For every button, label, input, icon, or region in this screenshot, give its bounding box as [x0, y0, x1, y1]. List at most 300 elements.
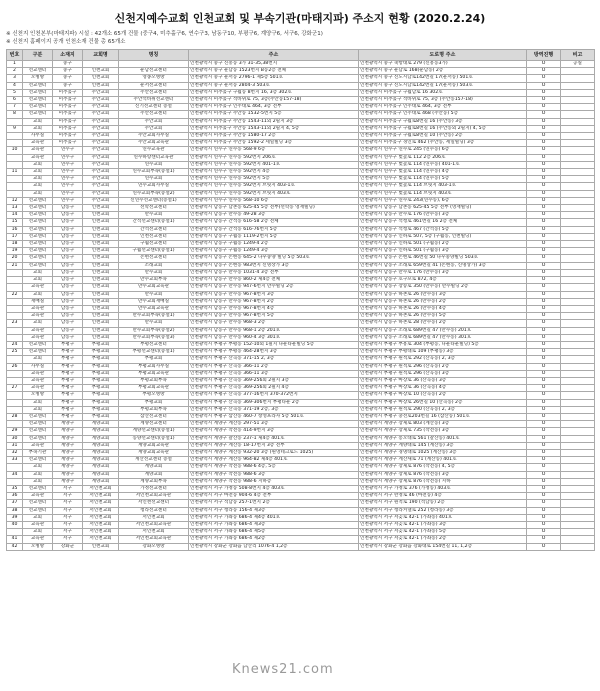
cell-remarks — [561, 183, 595, 190]
cell-remarks — [561, 291, 595, 298]
cell-disinfection: O — [527, 133, 561, 140]
cell-remarks — [561, 435, 595, 442]
table-row — [7, 140, 595, 147]
cell-address: 인천광역시 남동구 남촌동 625-45 5층 전부(선학동 영재빌딩) — [189, 205, 359, 212]
cell-remarks — [561, 514, 595, 521]
cell-disinfection: O — [527, 334, 561, 341]
cell-church: 계양교회 — [83, 457, 119, 464]
cell-church: 인천교회 — [83, 219, 119, 226]
table-row — [7, 320, 595, 327]
cell-number: 6 — [7, 97, 23, 104]
cell-district: 남동구 — [53, 334, 83, 341]
cell-type: 교회 — [23, 406, 53, 413]
col-header-road-address[interactable]: 도로명 주소 — [359, 50, 527, 61]
cell-name: 신연수선교센터(증설1) — [119, 197, 189, 204]
cell-address: 인천광역시 남동구 구월동 1249-4 3층 — [189, 248, 359, 255]
cell-remarks — [561, 349, 595, 356]
cell-type: 교회 — [23, 478, 53, 485]
table-row — [7, 269, 595, 276]
table-row — [7, 233, 595, 240]
cell-church: 인천교회 — [83, 68, 119, 75]
cell-name: 동양선교센터(증설1) — [119, 435, 189, 442]
table-row — [7, 61, 595, 68]
table-row — [7, 493, 595, 500]
cell-district: 남동구 — [53, 313, 83, 320]
cell-name: 논현선교센터 — [119, 255, 189, 262]
cell-road-address: 인천광역시 남동구 인하로 501 (구월동) 3층 — [359, 248, 527, 255]
cell-remarks — [561, 529, 595, 536]
cell-remarks — [561, 464, 595, 471]
cell-road-address: 인천광역시 서구 서곶로 42-1 (가좌동) 5층 — [359, 529, 527, 536]
cell-number: 22 — [7, 291, 23, 298]
cell-remarks — [561, 125, 595, 132]
cell-district: 연수구 — [53, 197, 83, 204]
cell-road-address: 인천광역시 부평구 원적로 292 (산곡동) 2, 3층 — [359, 356, 527, 363]
cell-district: 중구 — [53, 61, 83, 68]
cell-address: 인천광역시 서구 마전동 904-6 4층 전부 — [189, 493, 359, 500]
cell-disinfection: O — [527, 219, 561, 226]
cell-disinfection: O — [527, 313, 561, 320]
cell-number: 18 — [7, 241, 23, 248]
cell-church: 부평교회 — [83, 370, 119, 377]
cell-remarks — [561, 147, 595, 154]
cell-road-address: 인천광역시 부평구 원적로 290 (산곡동) 2, 3층 — [359, 406, 527, 413]
cell-number — [7, 464, 23, 471]
cell-type: 교회 — [23, 320, 53, 327]
cell-type: 교육관 — [23, 327, 53, 334]
table-row — [7, 104, 595, 111]
cell-disinfection: O — [527, 356, 561, 363]
cell-address: 인천광역시 남동구 만수동 860-2 제4층 전체 — [189, 277, 359, 284]
cell-remarks — [561, 493, 595, 500]
cell-district: 계양구 — [53, 471, 83, 478]
cell-address: 인천광역시 부평구 산곡동 369-306번지 부평타운 2층 — [189, 399, 359, 406]
cell-district: 서구 — [53, 514, 83, 521]
col-header-address[interactable]: 주소 — [189, 50, 359, 61]
cell-church: 인천교회 — [83, 212, 119, 219]
cell-road-address: 인천광역시 남동구 소래로 659번길 41 (논현동, 신명상가) 3층 — [359, 262, 527, 269]
cell-church: 인천교회 — [83, 205, 119, 212]
cell-road-address: 인천광역시 남동구 만수로 176 (만수동) 3층 — [359, 212, 527, 219]
cell-number — [7, 277, 23, 284]
cell-road-address: 인천광역시 남동구 석청로 467 (간석동) 5층 — [359, 226, 527, 233]
cell-type: 부속기관 — [23, 449, 53, 456]
cell-type: 선교센터 — [23, 233, 53, 240]
cell-remarks — [561, 449, 595, 456]
cell-address: 인천광역시 부평구 부평동 464-28번지 3층 — [189, 349, 359, 356]
cell-name: 운남선교센터 — [119, 68, 189, 75]
cell-name: 서인천교회교육관 — [119, 536, 189, 543]
cell-district: 계양구 — [53, 428, 83, 435]
cell-district: 남동구 — [53, 284, 83, 291]
cell-church: 주안교회 — [83, 89, 119, 96]
cell-number: 7 — [7, 104, 23, 111]
cell-road-address: 인천광역시 미추홀구 구월로8번길 16 (주안동외 2필지) 4, 5층 — [359, 125, 527, 132]
cell-number: 23 — [7, 320, 23, 327]
cell-road-address: 인천광역시 연수구 벚꽃로 114 (연수동) 5층 — [359, 176, 527, 183]
cell-type: 오병방 — [23, 543, 53, 550]
cell-name: 구월선교센터 — [119, 241, 189, 248]
cell-district: 남동구 — [53, 248, 83, 255]
cell-address: 인천광역시 부평구 산곡동 369-256외 2필지 4층 — [189, 385, 359, 392]
cell-road-address: 인천광역시 남동구 장승로 350 (만수동) 만수빌딩 2층 — [359, 284, 527, 291]
cell-number — [7, 161, 23, 168]
cell-church: 부평교회 — [83, 341, 119, 348]
table-row — [7, 356, 595, 363]
cell-disinfection: O — [527, 428, 561, 435]
cell-number — [7, 190, 23, 197]
cell-disinfection: O — [527, 97, 561, 104]
cell-name: 만수교회부속 — [119, 277, 189, 284]
cell-type: 교회 — [23, 169, 53, 176]
cell-address: 인천광역시 연수구 연수동 592번지 브릿지 403호 — [189, 190, 359, 197]
cell-name: 가정선교센터 — [119, 485, 189, 492]
cell-remarks — [561, 75, 595, 82]
cell-number — [7, 298, 23, 305]
cell-address: 인천광역시 연수구 연수동 592번지 206호 — [189, 154, 359, 161]
cell-address: 인천광역시 계양구 계산동 964-82 제4층 401호 — [189, 457, 359, 464]
cell-district: 남동구 — [53, 277, 83, 284]
cell-remarks — [561, 118, 595, 125]
cell-church: 인천교회 — [83, 334, 119, 341]
cell-type: 교육관 — [23, 370, 53, 377]
cell-number: 38 — [7, 507, 23, 514]
cell-address: 인천광역시 남동구 만수동 49-28 3층 — [189, 212, 359, 219]
cell-type: 교육관 — [23, 377, 53, 384]
cell-disinfection: O — [527, 370, 561, 377]
cell-name: 청라선교센터 — [119, 507, 189, 514]
col-header-church[interactable]: 교회명 — [83, 50, 119, 61]
cell-name: 연수교육관 — [119, 147, 189, 154]
cell-type: 교육관 — [23, 147, 53, 154]
cell-church: 부평교회 — [83, 377, 119, 384]
cell-number — [7, 305, 23, 312]
cell-type: 교회 — [23, 471, 53, 478]
table-row — [7, 111, 595, 118]
cell-road-address: 인천광역시 서구 서곶로 42-1 (가좌동) 2층 — [359, 536, 527, 543]
cell-name: 부평교회교육관 — [119, 370, 189, 377]
cell-road-address: 인천광역시 연수구 연수로 245 (연수동) 6층 — [359, 147, 527, 154]
cell-number: 19 — [7, 248, 23, 255]
table-row — [7, 377, 595, 384]
cell-church: 인천교회 — [83, 255, 119, 262]
cell-address: 인천광역시 연수구 연수동 592번지 브릿지 403-1호 — [189, 183, 359, 190]
cell-district: 남동구 — [53, 255, 83, 262]
cell-address: 인천광역시 부평구 산곡동 371-15 2, 3층 — [189, 356, 359, 363]
cell-district: 계양구 — [53, 421, 83, 428]
cell-remarks — [561, 284, 595, 291]
table-row — [7, 226, 595, 233]
cell-road-address: 인천광역시 부평구 마장로 36 (산곡동) 4층 — [359, 385, 527, 392]
cell-number: 35 — [7, 485, 23, 492]
cell-church: 인천교회 — [83, 277, 119, 284]
cell-number: 28 — [7, 413, 23, 420]
cell-disinfection: O — [527, 154, 561, 161]
cell-name: 부평교회교육관 — [119, 385, 189, 392]
cell-district: 서구 — [53, 507, 83, 514]
cell-church: 인천교회 — [83, 262, 119, 269]
cell-disinfection: O — [527, 485, 561, 492]
cell-number: 24 — [7, 341, 23, 348]
cell-district: 부평구 — [53, 349, 83, 356]
cell-type: 사무실 — [23, 363, 53, 370]
cell-name: 신기선교센터 증설 — [119, 104, 189, 111]
cell-disinfection: O — [527, 269, 561, 276]
table-row — [7, 327, 595, 334]
cell-disinfection: O — [527, 442, 561, 449]
cell-remarks — [561, 233, 595, 240]
table-row — [7, 176, 595, 183]
cell-name: 계양교회 — [119, 464, 189, 471]
cell-church: 서인천교회 — [83, 536, 119, 543]
table-row — [7, 161, 595, 168]
col-header-disinfection[interactable]: 방역진행 — [527, 50, 561, 61]
cell-disinfection: O — [527, 190, 561, 197]
cell-remarks — [561, 485, 595, 492]
cell-disinfection: O — [527, 406, 561, 413]
cell-address: 인천광역시 서구 석남동 257-1번지 2층 — [189, 500, 359, 507]
cell-church: 주안교회 — [83, 111, 119, 118]
cell-type: 교회 — [23, 277, 53, 284]
cell-church: 계양교회 — [83, 428, 119, 435]
cell-disinfection: O — [527, 226, 561, 233]
cell-church: 인천교회 — [83, 248, 119, 255]
table-row — [7, 406, 595, 413]
cell-type: 교육관 — [23, 284, 53, 291]
cell-road-address: 인천광역시 부평구 원적로 296 (산곡동) 2층 — [359, 363, 527, 370]
cell-name — [119, 61, 189, 68]
cell-disinfection: O — [527, 140, 561, 147]
cell-district: 연수구 — [53, 190, 83, 197]
col-header-remarks[interactable]: 비고 — [561, 50, 595, 61]
cell-address: 인천광역시 미추홀구 석바위로 75, 3층(주안동157-18) — [189, 97, 359, 104]
cell-church: 인천교회 — [83, 320, 119, 327]
cell-disinfection: O — [527, 385, 561, 392]
cell-road-address: 인천광역시 중구 축항대로 279 (신흥동3가) — [359, 61, 527, 68]
cell-district: 남동구 — [53, 241, 83, 248]
cell-disinfection: O — [527, 377, 561, 384]
cell-address: 인천광역시 남동구 만수동 1031-4 3층 전부 — [189, 269, 359, 276]
cell-disinfection: O — [527, 233, 561, 240]
cell-type: 교육관 — [23, 442, 53, 449]
cell-number: 39 — [7, 514, 23, 521]
cell-type: 선교센터 — [23, 104, 53, 111]
cell-disinfection: O — [527, 536, 561, 543]
cell-disinfection: O — [527, 493, 561, 500]
cell-road-address: 인천광역시 계양구 장제로 735 (작전동) 3층 — [359, 428, 527, 435]
cell-district: 계양구 — [53, 478, 83, 485]
cell-district: 미추홀구 — [53, 118, 83, 125]
cell-name: 주안석바위선교센터 — [119, 97, 189, 104]
cell-remarks — [561, 68, 595, 75]
cell-church: 부평교회 — [83, 399, 119, 406]
table-row — [7, 255, 595, 262]
table-row — [7, 82, 595, 89]
cell-type: 사무실 — [23, 133, 53, 140]
cell-district: 연수구 — [53, 147, 83, 154]
cell-remarks — [561, 97, 595, 104]
table-row — [7, 500, 595, 507]
cell-district: 연수구 — [53, 176, 83, 183]
cell-number: 25 — [7, 349, 23, 356]
cell-district: 남동구 — [53, 205, 83, 212]
cell-type: 선교센터 — [23, 413, 53, 420]
cell-road-address: 인천광역시 중구 운남로 168(운남동) 2층 — [359, 68, 527, 75]
cell-address: 인천광역시 남동구 만수동 967-8번지 5층 — [189, 313, 359, 320]
cell-district: 부평구 — [53, 377, 83, 384]
cell-type: 교육관 — [23, 522, 53, 529]
cell-road-address: 인천광역시 서구 완정로 46 (마전동) 4층 — [359, 493, 527, 500]
cell-road-address: 인천광역시 남동구 석청로 461번길 16 2층 전체 — [359, 219, 527, 226]
cell-remarks — [561, 421, 595, 428]
cell-road-address: 인천광역시 미추홀구 구월남로 16 302호 — [359, 89, 527, 96]
cell-church: 주안교회 — [83, 147, 119, 154]
cell-name: 주안선교센터 — [119, 89, 189, 96]
cell-church: 인천교회 — [83, 75, 119, 82]
cell-remarks — [561, 428, 595, 435]
cell-address: 인천광역시 계양구 작전동 988-6 4층, 5층 — [189, 464, 359, 471]
cell-district: 중구 — [53, 82, 83, 89]
cell-name: 연수교회 — [119, 176, 189, 183]
cell-number: 2 — [7, 68, 23, 75]
table-row — [7, 147, 595, 154]
cell-road-address: 인천광역시 강화군 강화읍 강화대로 154번길 11, 1,2층 — [359, 543, 527, 550]
cell-address: 인천광역시 남동구 만수동 968-1 2층 201호 — [189, 327, 359, 334]
cell-type: 선교센터 — [23, 457, 53, 464]
cell-address: 인천광역시 남동구 만수동 968-3 2층 — [189, 320, 359, 327]
table-row — [7, 154, 595, 161]
cell-address: 인천광역시 미추홀구 주안동 1532-5번지 5층 — [189, 111, 359, 118]
cell-church: 주안교회 — [83, 140, 119, 147]
cell-road-address: 인천광역시 중구 신도시남로142번길 17(운서동) 503호 — [359, 82, 527, 89]
cell-remarks — [561, 313, 595, 320]
cell-number — [7, 529, 23, 536]
cell-name: 계산선교센터 증설 — [119, 457, 189, 464]
cell-church: 계양교회 — [83, 471, 119, 478]
table-row — [7, 291, 595, 298]
cell-name: 간석선교센터(증설1) — [119, 219, 189, 226]
cell-address: 인천광역시 연수구 연수동 592번지 5층 — [189, 176, 359, 183]
cell-disinfection: O — [527, 125, 561, 132]
cell-type: 교육관 — [23, 140, 53, 147]
cell-address: 인천광역시 부평구 부평동 152-10외 1필지 다운타운빌딩 5층 — [189, 341, 359, 348]
cell-name: 만수교회교육관 — [119, 305, 189, 312]
cell-church: 서인천교회 — [83, 507, 119, 514]
cell-district: 연수구 — [53, 161, 83, 168]
cell-number — [7, 334, 23, 341]
cell-number — [7, 183, 23, 190]
cell-church: 인천교회 — [83, 305, 119, 312]
table-row — [7, 428, 595, 435]
cell-name: 주안교회사무실 — [119, 133, 189, 140]
cell-number — [7, 313, 23, 320]
cell-remarks — [561, 305, 595, 312]
cell-number: 27 — [7, 385, 23, 392]
cell-type: 오병방 — [23, 392, 53, 399]
cell-remarks — [561, 140, 595, 147]
cell-number — [7, 370, 23, 377]
cell-district: 서구 — [53, 493, 83, 500]
cell-disinfection: O — [527, 471, 561, 478]
cell-remarks — [561, 169, 595, 176]
cell-type: 교육관 — [23, 154, 53, 161]
table-row — [7, 421, 595, 428]
cell-number: 12 — [7, 197, 23, 204]
cell-disinfection: O — [527, 514, 561, 521]
cell-address: 인천광역시 미추홀구 주안동 1543-11외 2필지 3층 — [189, 118, 359, 125]
cell-address: 인천광역시 남동구 만수동 947-6번지 만수빌딩 2층 — [189, 284, 359, 291]
cell-church: 주안교회 — [83, 169, 119, 176]
table-row — [7, 507, 595, 514]
cell-type: 교육관 — [23, 305, 53, 312]
cell-church: 주안교회 — [83, 97, 119, 104]
cell-district: 남동구 — [53, 291, 83, 298]
cell-church: 계양교회 — [83, 478, 119, 485]
cell-church: 주안교회 — [83, 161, 119, 168]
cell-type: 선교센터 — [23, 435, 53, 442]
col-header-type[interactable]: 구분 — [23, 50, 53, 61]
table-row — [7, 305, 595, 312]
cell-district: 남동구 — [53, 298, 83, 305]
cell-remarks — [561, 507, 595, 514]
cell-name: 부평교회부속 — [119, 377, 189, 384]
cell-number: 20 — [7, 255, 23, 262]
cell-district: 서구 — [53, 522, 83, 529]
cell-address: 인천광역시 남동구 논현동 983번지 신명상가 3층 — [189, 262, 359, 269]
table-row — [7, 442, 595, 449]
cell-road-address: 인천광역시 부평구 마장로 26번길 10 (산곡동) 2층 — [359, 399, 527, 406]
cell-disinfection: O — [527, 529, 561, 536]
notes-block — [0, 30, 600, 46]
cell-church: 부평교회 — [83, 406, 119, 413]
cell-disinfection: O — [527, 68, 561, 75]
cell-number: 9 — [7, 125, 23, 132]
cell-district: 연수구 — [53, 183, 83, 190]
cell-number: 31 — [7, 442, 23, 449]
table-row — [7, 75, 595, 82]
cell-district: 남동구 — [53, 320, 83, 327]
table-row — [7, 125, 595, 132]
col-header-name[interactable]: 명칭 — [119, 50, 189, 61]
cell-name: 소래교회 — [119, 262, 189, 269]
cell-address: 인천광역시 남동구 만수동 960-4 3층 301호 — [189, 334, 359, 341]
cell-church: 서인천교회 — [83, 529, 119, 536]
cell-address: 인천광역시 서구 청라동 156-4 제3층 — [189, 507, 359, 514]
cell-church: 서인천교회 — [83, 493, 119, 500]
table-row — [7, 522, 595, 529]
cell-remarks — [561, 190, 595, 197]
cell-address: 인천광역시 남동구 구월동 1249-4 2층 — [189, 241, 359, 248]
col-header-district[interactable]: 소재지 — [53, 50, 83, 61]
cell-number: 10 — [7, 147, 23, 154]
cell-remarks — [561, 298, 595, 305]
cell-remarks — [561, 133, 595, 140]
cell-district: 부평구 — [53, 363, 83, 370]
cell-church: 인천교회 — [83, 226, 119, 233]
cell-address: 인천광역시 중구 운남동 1523번지 B동2층 전체 — [189, 68, 359, 75]
cell-name: 계양교회 — [119, 471, 189, 478]
cell-type: 선교센터 — [23, 421, 53, 428]
cell-number — [7, 421, 23, 428]
cell-remarks — [561, 399, 595, 406]
cell-type: 교회 — [23, 161, 53, 168]
cell-name: 구월선교센터(증설1) — [119, 248, 189, 255]
cell-disinfection: O — [527, 341, 561, 348]
cell-remarks — [561, 255, 595, 262]
cell-number — [7, 133, 23, 140]
cell-address: 인천광역시 부평구 삼산동 460-7 창성프라자 5층 501호 — [189, 413, 359, 420]
cell-name: 부평교회 — [119, 399, 189, 406]
